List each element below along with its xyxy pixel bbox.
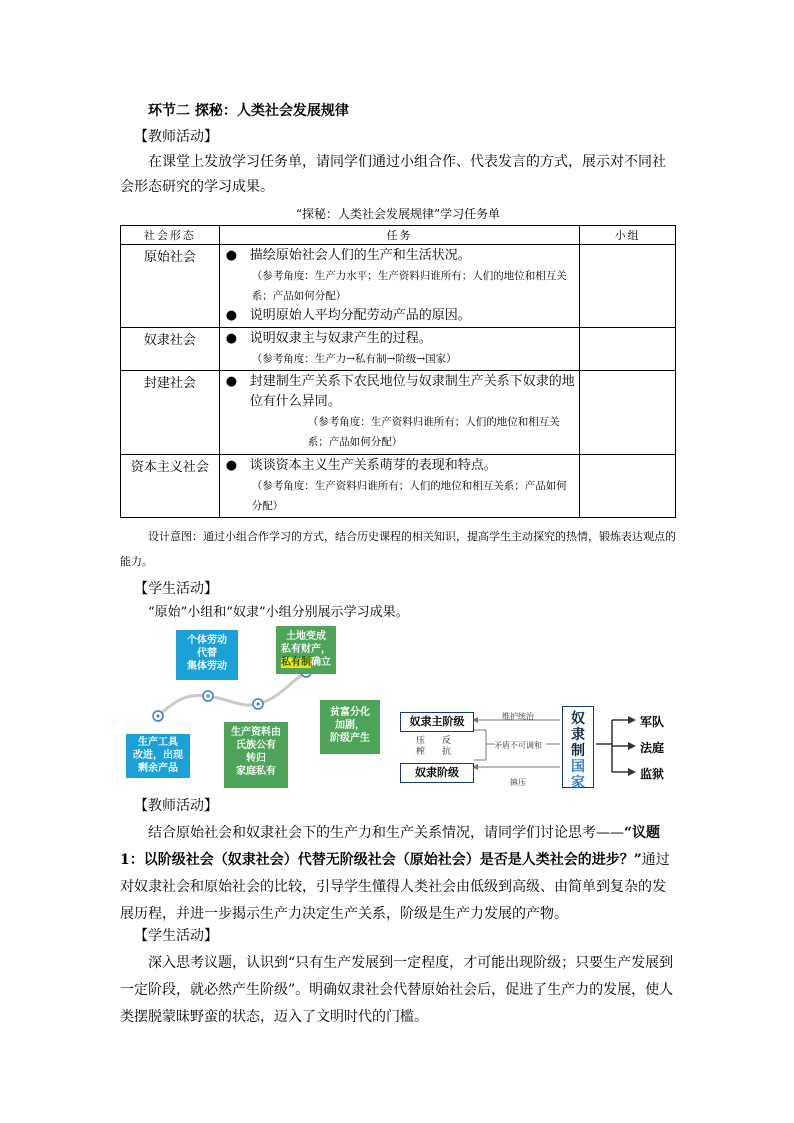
table-row xyxy=(121,371,676,455)
label-oppress: 压榨 xyxy=(416,736,426,757)
row-task xyxy=(219,245,580,328)
header-task: 任务 xyxy=(219,226,580,245)
table-row xyxy=(121,455,676,518)
teacher-activity-text-2: 结合原始社会和奴隶社会下的生产力和生产关系情况，请同学们讨论思考——“议题1：以阶级社会（奴隶社会）代替无阶级社会（原始社会）是否是人类社会的进步？”通过对奴隶社会和原始社会的比较，引导学生懂得人类社会由低级到高级、由简单到复杂的发展历程，并进一步揭示生产力决定生产关系，阶级是生产力发展的产物。 xyxy=(120,825,670,922)
student-activity-text-2: 深入思考议题，认识到“只有生产发展到一定程度，才可能出现阶级；只要生产发展到一定阶段，就必然产生阶级”。明确奴隶社会代替原始社会后，促进了生产力的发展，使人类摆脱蒙昧野蛮的状态，迈入了文明时代的门槛。 xyxy=(120,955,674,1025)
row-group-cell xyxy=(580,245,676,328)
diagram xyxy=(120,622,690,794)
slave-owner-class-box: 奴隶主阶级 xyxy=(400,712,474,732)
task-item: 说明原始人平均分配劳动产品的原因。 xyxy=(249,308,471,323)
task-reference: （参考角度：生产资料归谁所有；人们的地位和相互关系；产品如何分配） xyxy=(307,416,560,448)
task-item: 描绘原始社会人们的生产和生活状况。 xyxy=(249,248,471,263)
task-item: 封建制生产关系下农民地位与奴隶制生产关系下奴隶的地位有什么异同。 xyxy=(249,374,575,409)
row-form: 奴隶社会 xyxy=(121,328,220,371)
student-activity-label: 【学生活动】 xyxy=(134,581,218,597)
task-item: 谈谈资本主义生产关系萌芽的表现和特点。 xyxy=(249,458,497,473)
row-form: 原始社会 xyxy=(121,245,220,328)
header-form: 社会形态 xyxy=(121,226,220,245)
table-caption: “探秘：人类社会发展规律”学习任务单 xyxy=(295,207,501,221)
label-rule: 维护统治 xyxy=(502,712,534,721)
label-conflict: 矛盾不可调和 xyxy=(494,741,542,750)
student-activity-text: “原始”小组和“奴隶”小组分别展示学习成果。 xyxy=(148,605,409,620)
bullet-icon: ● xyxy=(225,331,238,346)
organ-prison: 监狱 xyxy=(640,767,665,781)
design-intent: 设计意图：通过小组合作学习的方式，结合历史课程的相关知识，提高学生主动探究的热情，锻炼表达观点的能力。 xyxy=(120,530,676,568)
section-title: 环节二 探秘：人类社会发展规律 xyxy=(148,103,349,119)
task-table xyxy=(120,225,676,518)
row-task xyxy=(219,328,580,371)
stage-means-box: 生产资料由 氏族公有 转归 家庭私有 xyxy=(224,722,288,788)
task-reference: （参考角度：生产资料归谁所有；人们的地位和相互关系；产品如何分配） xyxy=(251,480,567,512)
bullet-icon: ● xyxy=(225,374,238,389)
table-row xyxy=(121,328,676,371)
label-suppress: 镇压 xyxy=(510,778,526,787)
stage-class-box: 贫富分化 加剧， 阶级产生 xyxy=(320,700,380,754)
table-row xyxy=(121,245,676,328)
slave-class-box: 奴隶阶级 xyxy=(400,763,474,783)
bullet-icon: ● xyxy=(225,308,238,323)
student-activity-label-2: 【学生活动】 xyxy=(134,928,218,944)
label-resist: 反抗 xyxy=(442,736,452,757)
bullet-icon: ● xyxy=(225,458,238,473)
teacher-activity-text: 在课堂上发放学习任务单，请同学们通过小组合作、代表发言的方式，展示对不同社会形态研究的学习成果。 xyxy=(120,154,666,195)
row-task xyxy=(219,455,580,518)
teacher-activity-label-2: 【教师活动】 xyxy=(134,798,218,814)
row-form: 封建社会 xyxy=(121,371,220,455)
row-group-cell xyxy=(580,455,676,518)
stage-labor-box: 个体劳动 代替 集体劳动 xyxy=(176,630,238,680)
organ-court: 法庭 xyxy=(640,741,665,755)
header-group: 小组 xyxy=(580,226,676,245)
row-group-cell xyxy=(580,371,676,455)
stage-tools-box: 生产工具 改进，出现 剩余产品 xyxy=(126,734,190,778)
task-item: 说明奴隶主与奴隶产生的过程。 xyxy=(249,331,432,346)
task-reference: （参考角度：生产力→私有制→阶级→国家） xyxy=(251,353,457,365)
bullet-icon: ● xyxy=(225,248,238,263)
table-header-row xyxy=(121,226,676,245)
row-group-cell xyxy=(580,328,676,371)
row-form: 资本主义社会 xyxy=(121,455,220,518)
row-task xyxy=(219,371,580,455)
task-reference: （参考角度：生产力水平；生产资料归谁所有；人们的地位和相互关系；产品如何分配） xyxy=(251,270,567,302)
teacher-activity-label: 【教师活动】 xyxy=(134,129,218,145)
slavery-state-box: 奴 隶 制 国 家 xyxy=(562,706,594,788)
organ-army: 军队 xyxy=(640,715,665,729)
stage-land-box: 土地变成 私有财产， 私有制确立 xyxy=(276,626,336,674)
